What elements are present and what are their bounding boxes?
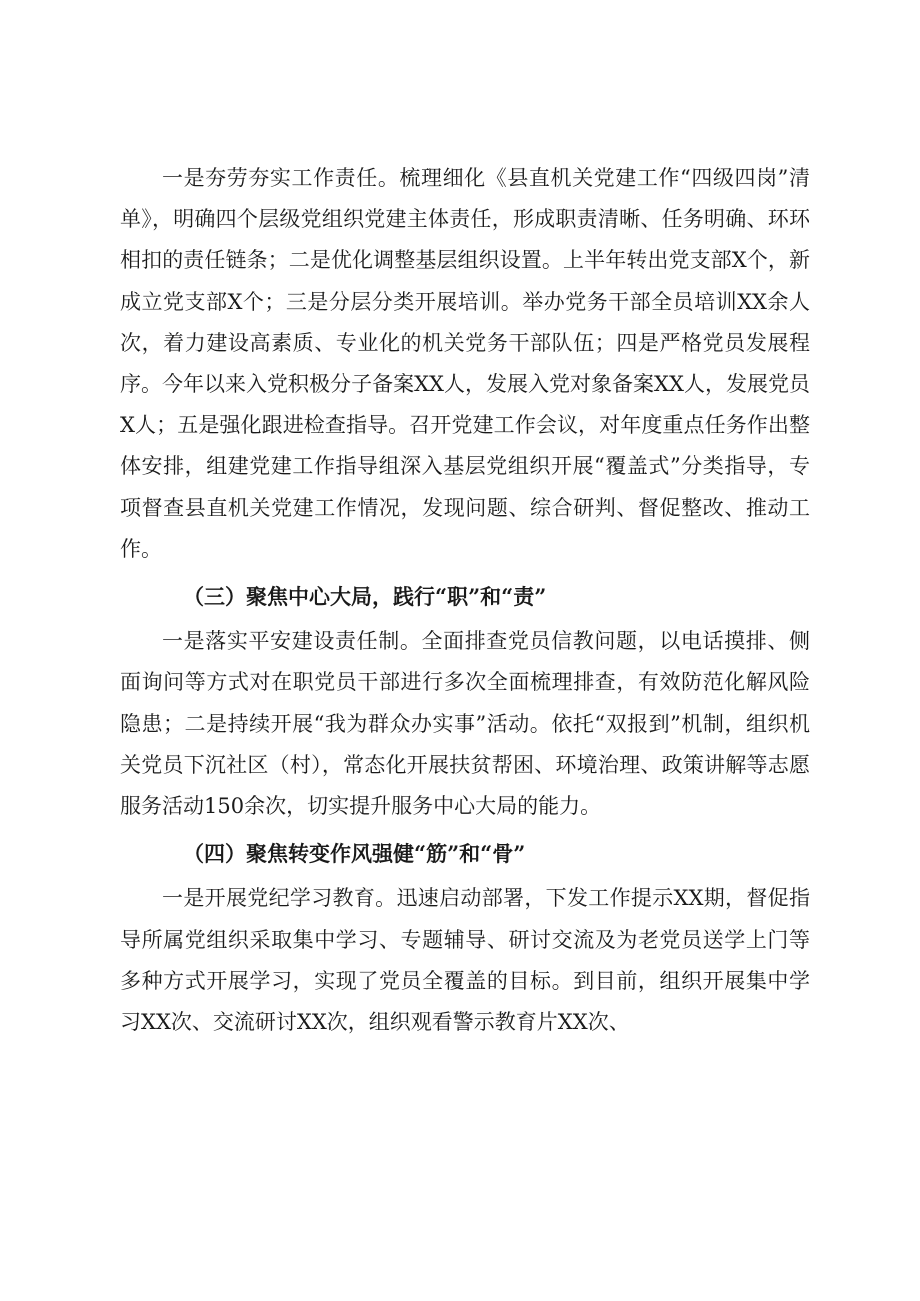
section-heading-4: （四）聚焦转变作风强健“筋”和“骨” [183,841,526,867]
document-body [120,158,810,1043]
paragraph-discipline: 一是开展党纪学习教育。迅速启动部署，下发工作提示XX期，督促指导所属党组织采取集中学习、专题辅导、研讨交流及为老党员送学上门等多种方式开展学习，实现了党员全覆盖的目标。到目前，组织开展集中学习XX次、交流研讨XX次，组织观看警示教育片XX次、 [120,886,810,1035]
paragraph-safety: 一是落实平安建设责任制。全面排查党员信教问题，以电话摸排、侧面询问等方式对在职党员干部进行多次全面梳理排查，有效防范化解风险隐患；二是持续开展“我为群众办实事”活动。依托“双报到”机制，组织机关党员下沉社区（村），常态化开展扶贫帮困、环境治理、政策讲解等志愿服务活动150余次，切实提升服务中心大局的能力。 [120,629,810,819]
section-heading-3: （三）聚焦中心大局，践行“职”和“责” [183,584,547,610]
paragraph-responsibility: 一是夯劳夯实工作责任。梳理细化《县直机关党建工作“四级四岗”清单》，明确四个层级党组织党建主体责任，形成职责清晰、任务明确、环环相扣的责任链条；二是优化调整基层组织设置。上半年转出党支部X个，新成立党支部X个；三是分层分类开展培训。举办党务干部全员培训XX余人次，着力建设高素质、专业化的机关党务干部队伍；四是严格党员发展程序。今年以来入党积极分子备案XX人，发展入党对象备案XX人，发展党员X人；五是强化跟进检查指导。召开党建工作会议，对年度重点任务作出整体安排，组建党建工作指导组深入基层党组织开展“覆盖式”分类指导，专项督查县直机关党建工作情况，发现问题、综合研判、督促整改、推动工作。 [120,166,810,561]
